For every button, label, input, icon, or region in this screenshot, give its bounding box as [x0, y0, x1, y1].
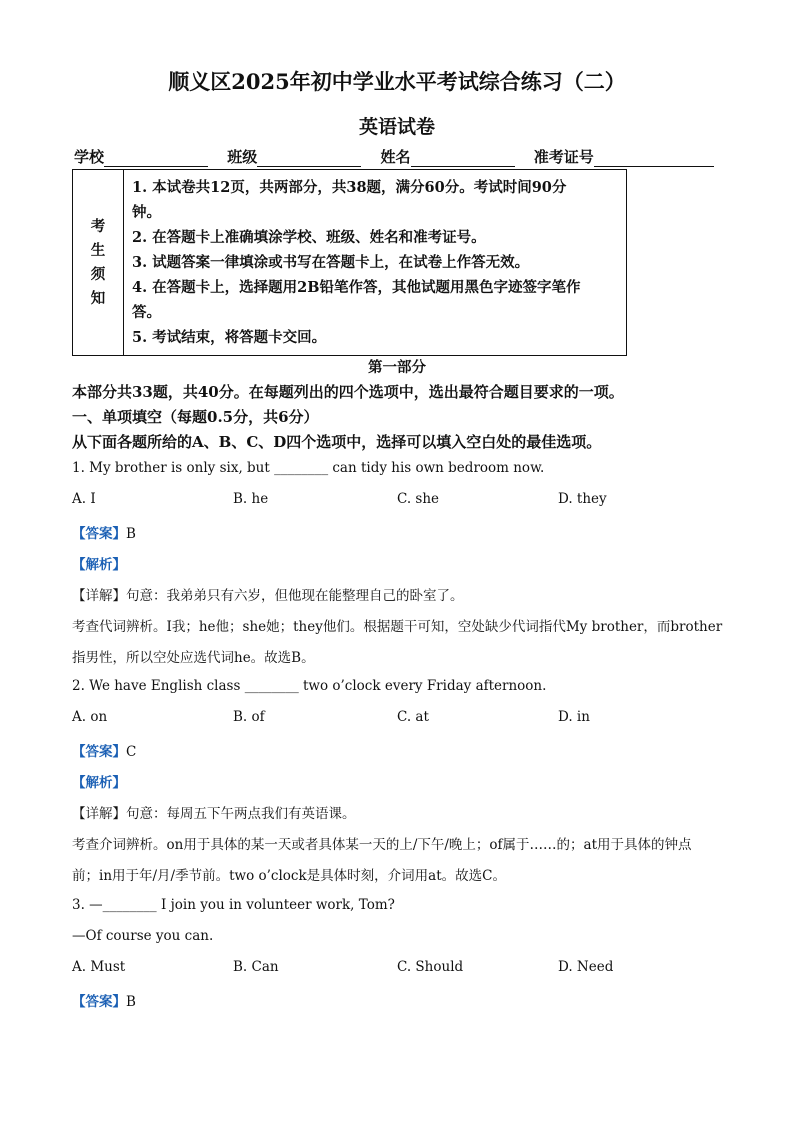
- field-label-exam-id: 准考证号: [533, 148, 594, 166]
- answer-value: B: [126, 526, 136, 542]
- question-reply: —Of course you can.: [72, 928, 214, 944]
- rule-line: 2. 在答题卡上准确填涂学校、班级、姓名和准考证号。: [132, 229, 486, 246]
- option-c: C. she: [397, 491, 440, 507]
- rule-line: 答。: [132, 304, 161, 321]
- class-blank[interactable]: [257, 152, 361, 167]
- option-c: C. Should: [397, 959, 464, 975]
- explanation-line: 考查代词辨析。I我；he他；she她；they他们。根据题干可知，空处缺少代词指代My brother，而brother: [72, 619, 723, 635]
- page-subtitle: 英语试卷: [358, 116, 435, 138]
- rule-line: 3. 试题答案一律填涂或书写在答题卡上，在试卷上作答无效。: [132, 254, 530, 271]
- analysis-line: [72, 771, 126, 791]
- analysis-line: [72, 553, 126, 573]
- explanation-line: 考查介词辨析。on用于具体的某一天或者具体某一天的上/下午/晚上；of属于……的；at用于具体的钟点: [72, 837, 692, 853]
- answer-line: [72, 990, 136, 1010]
- section-instruction: 从下面各题所给的A、B、C、D四个选项中，选择可以填入空白处的最佳选项。: [72, 433, 602, 451]
- field-label-school: 学校: [74, 148, 105, 166]
- option-a: A. Must: [72, 959, 126, 975]
- option-a: A. I: [72, 491, 96, 507]
- rule-line: 4. 在答题卡上，选择题用2B铅笔作答，其他试题用黑色字迹签字笔作: [132, 279, 581, 296]
- school-blank[interactable]: [104, 152, 208, 167]
- answer-value: B: [126, 994, 136, 1010]
- explanation-line: 指男性，所以空处应选代词he。故选B。: [72, 650, 315, 666]
- part-heading: 第一部分: [368, 359, 426, 376]
- question-stem: 2. We have English class ________ two o’clock every Friday afternoon.: [72, 678, 547, 694]
- answer-line: [72, 522, 136, 542]
- question-stem: 3. —________ I join you in volunteer work, Tom?: [72, 897, 395, 913]
- notice-box: [72, 169, 627, 356]
- answer-tag: 【答案】: [72, 994, 126, 1010]
- question-stem: 1. My brother is only six, but ________ can tidy his own bedroom now.: [72, 460, 545, 476]
- analysis-tag: 【解析】: [72, 557, 126, 573]
- answer-tag: 【答案】: [72, 744, 126, 760]
- field-label-name: 姓名: [380, 148, 411, 166]
- rule-line: 5. 考试结束，将答题卡交回。: [132, 329, 327, 346]
- exam-id-blank[interactable]: [594, 152, 714, 167]
- answer-tag: 【答案】: [72, 526, 126, 542]
- name-blank[interactable]: [411, 152, 515, 167]
- option-b: B. he: [233, 491, 269, 507]
- option-b: B. of: [233, 709, 265, 725]
- field-label-class: 班级: [227, 148, 258, 166]
- notice-side-label: 考 生 须 知: [73, 170, 124, 356]
- page-title: 顺义区2025年初中学业水平考试综合练习（二）: [168, 69, 626, 94]
- option-d: D. Need: [558, 959, 614, 975]
- option-d: D. they: [558, 491, 607, 507]
- student-info-fields: [74, 146, 724, 167]
- option-d: D. in: [558, 709, 590, 725]
- rule-line: 1. 本试卷共12页，共两部分，共38题，满分60分。考试时间90分: [132, 179, 567, 196]
- answer-value: C: [126, 744, 137, 760]
- option-a: A. on: [72, 709, 108, 725]
- section-heading: 一、单项填空（每题0.5分，共6分）: [72, 408, 319, 426]
- explanation-line: 【详解】句意：我弟弟只有六岁，但他现在能整理自己的卧室了。: [72, 588, 464, 604]
- option-c: C. at: [397, 709, 429, 725]
- answer-line: [72, 740, 136, 760]
- notice-rules: [124, 170, 627, 356]
- rule-line: 钟。: [132, 204, 161, 221]
- part-intro: 本部分共33题，共40分。在每题列出的四个选项中，选出最符合题目要求的一项。: [72, 383, 624, 401]
- option-b: B. Can: [233, 959, 279, 975]
- analysis-tag: 【解析】: [72, 775, 126, 791]
- explanation-line: 前；in用于年/月/季节前。two o’clock是具体时刻，介词用at。故选C。: [72, 868, 506, 884]
- explanation-line: 【详解】句意：每周五下午两点我们有英语课。: [72, 806, 356, 822]
